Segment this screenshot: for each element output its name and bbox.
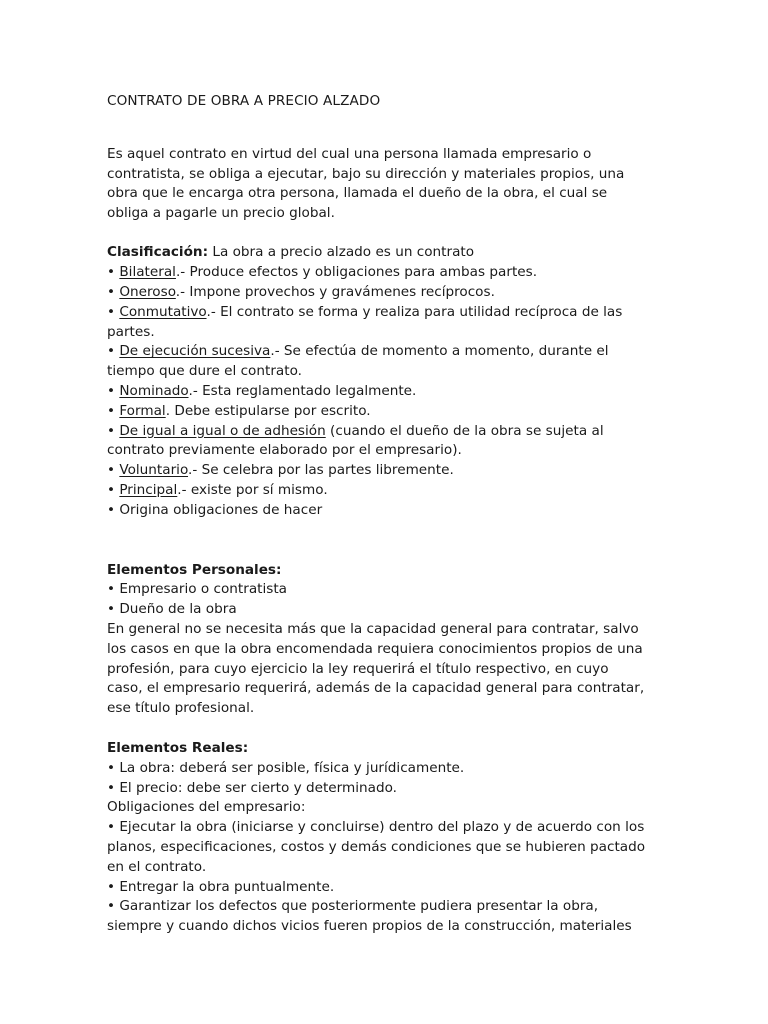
term-voluntario: Voluntario [119,462,189,479]
list-item: • Dueño de la obra [107,601,237,618]
document-title: CONTRATO DE OBRA A PRECIO ALZADO [107,93,381,109]
clasificacion-lead: La obra a precio alzado es un contrato [208,244,475,261]
intro-paragraph: Es aquel contrato en virtud del cual una persona llamada empresario o contratista, se obliga a ejecutar, bajo su dirección y materiales propios, una obra que le encarga otra persona, llamada el dueño de la obra, el cual se obliga a pagarle un precio global. [107,145,625,222]
clasificacion-section [107,243,647,520]
term-oneroso: Oneroso [119,284,176,301]
term-adhesion: De igual a igual o de adhesión [119,422,326,439]
list-item: • Oneroso.- Impone provechos y gravámenes recíprocos. [107,284,495,301]
reales-section [107,739,647,937]
obligaciones-heading: Obligaciones del empresario: [107,799,306,816]
list-item: • Conmutativo.- El contrato se forma y realiza para utilidad recíproca de las partes. [107,303,623,340]
list-item: • Entregar la obra puntualmente. [107,878,335,895]
personales-paragraph: En general no se necesita más que la capacidad general para contratar, salvo los casos en que la obra encomendada requiera conocimientos propios de una profesión, para cuyo ejercicio la ley requerirá el título respectivo, en cuyo caso, el empresario requerirá, además de la capacidad general para contratar, ese título profesional. [107,621,645,717]
list-item: • Voluntario.- Se celebra por las partes libremente. [107,462,454,479]
list-item: • La obra: deberá ser posible, física y jurídicamente. [107,759,465,776]
term-conmutativo: Conmutativo [119,303,207,320]
personales-heading: Elementos Personales: [107,561,282,578]
term-formal: Formal [119,402,166,419]
personales-section [107,561,647,719]
document-page [107,92,647,937]
list-item: • De igual a igual o de adhesión (cuando el dueño de la obra se sujeta al contrato previamente elaborado por el empresario). [107,422,604,459]
list-item: • Origina obligaciones de hacer [107,501,323,518]
list-item: • Empresario o contratista [107,581,288,598]
reales-heading: Elementos Reales: [107,740,249,757]
list-item: • Formal. Debe estipularse por escrito. [107,402,371,419]
list-item: • Principal.- existe por sí mismo. [107,482,328,499]
list-item: • El precio: debe ser cierto y determinado. [107,779,398,796]
clasificacion-heading: Clasificación: [107,244,209,261]
clasificacion-lead-line [107,243,647,263]
list-item: • Garantizar los defectos que posteriormente pudiera presentar la obra, siempre y cuando dichos vicios fueren propios de la construcción, materiales [107,898,632,935]
term-ejecucion-sucesiva: De ejecución sucesiva [119,343,271,360]
list-item: • Nominado.- Esta reglamentado legalmente. [107,383,417,400]
list-item: • Bilateral.- Produce efectos y obligaciones para ambas partes. [107,264,538,281]
list-item: • De ejecución sucesiva.- Se efectúa de momento a momento, durante el tiempo que dure el contrato. [107,343,609,380]
term-principal: Principal [119,482,178,499]
list-item: • Ejecutar la obra (iniciarse y concluirse) dentro del plazo y de acuerdo con los planos, especificaciones, costos y demás condiciones que se hubieren pactado en el contrato. [107,819,646,875]
term-bilateral: Bilateral [119,264,176,281]
term-nominado: Nominado [119,383,189,400]
